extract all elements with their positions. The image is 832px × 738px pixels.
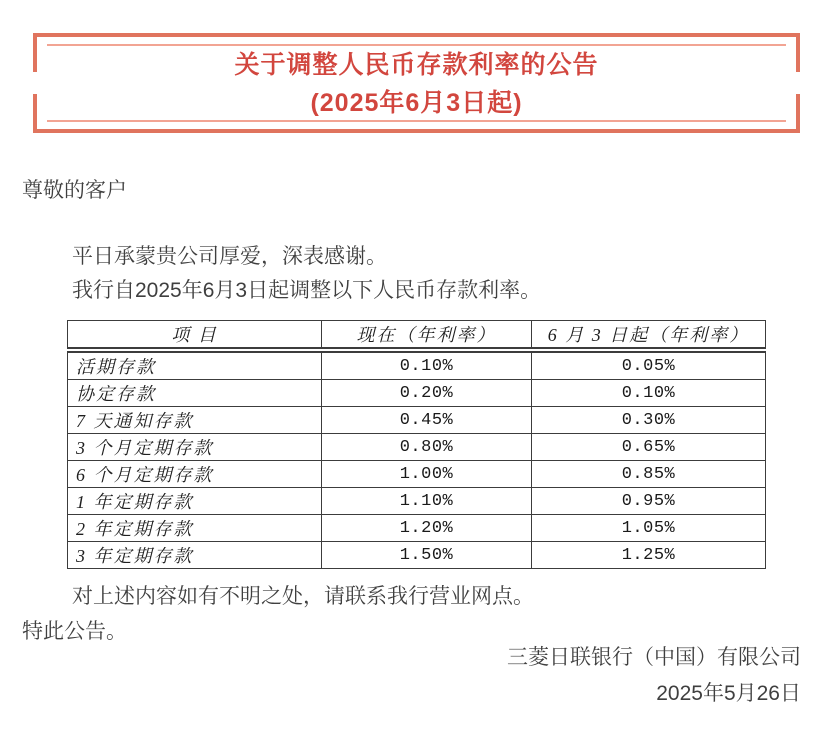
rate-table-row [68, 542, 766, 569]
rate-value-cell: 0.30% [532, 407, 766, 434]
rate-table-row [68, 461, 766, 488]
greeting-text: 尊敬的客户 [22, 179, 127, 202]
rate-value-cell: 1.00% [322, 461, 532, 488]
announcement-title: 关于调整人民币存款利率的公告 [234, 51, 599, 79]
rate-value-cell: 0.45% [322, 407, 532, 434]
rate-value-cell: 0.10% [532, 380, 766, 407]
announcement-effective-date: (2025年6月3日起) [310, 89, 523, 117]
title-box-inner-line-bottom [47, 120, 786, 122]
rate-table-row [68, 434, 766, 461]
title-box-border-notch-right [796, 72, 802, 94]
rate-table-row [68, 380, 766, 407]
rate-value-cell: 1.25% [532, 542, 766, 569]
rate-table-row [68, 350, 766, 380]
signature-company: 三菱日联银行（中国）有限公司 [507, 646, 801, 669]
rate-table-body [68, 350, 766, 569]
rate-value-cell: 1.05% [532, 515, 766, 542]
closing-text: 特此公告。 [22, 620, 127, 643]
rate-value-cell: 0.20% [322, 380, 532, 407]
deposit-item-cell: 协定存款 [68, 380, 322, 407]
deposit-item-cell: 3 年定期存款 [68, 542, 322, 569]
rate-value-cell: 0.10% [322, 350, 532, 380]
deposit-item-cell: 1 年定期存款 [68, 488, 322, 515]
title-box-border-notch-left [31, 72, 37, 94]
rate-table [67, 320, 766, 569]
column-header-current-rate: 现在（年利率） [322, 321, 532, 351]
rate-value-cell: 1.10% [322, 488, 532, 515]
rate-table-header-row [68, 321, 766, 351]
rate-value-cell: 1.20% [322, 515, 532, 542]
rate-value-cell: 0.05% [532, 350, 766, 380]
deposit-item-cell: 活期存款 [68, 350, 322, 380]
column-header-item: 项 目 [68, 321, 322, 351]
rate-table-row [68, 488, 766, 515]
rate-value-cell: 1.50% [322, 542, 532, 569]
title-box [33, 33, 800, 133]
body-paragraph-adjustment: 我行自2025年6月3日起调整以下人民币存款利率。 [72, 279, 542, 302]
title-box-inner-line-top [47, 44, 786, 46]
rate-value-cell: 0.65% [532, 434, 766, 461]
rate-value-cell: 0.95% [532, 488, 766, 515]
closing-note-text: 对上述内容如有不明之处，请联系我行营业网点。 [72, 585, 534, 608]
rate-value-cell: 0.80% [322, 434, 532, 461]
signature-date: 2025年5月26日 [656, 682, 801, 705]
deposit-item-cell: 2 年定期存款 [68, 515, 322, 542]
rate-table-row [68, 515, 766, 542]
rate-table-row [68, 407, 766, 434]
deposit-item-cell: 6 个月定期存款 [68, 461, 322, 488]
deposit-item-cell: 7 天通知存款 [68, 407, 322, 434]
column-header-new-rate: 6 月 3 日起（年利率） [532, 321, 766, 351]
body-paragraph-thanks: 平日承蒙贵公司厚爱，深表感谢。 [72, 245, 387, 268]
rate-value-cell: 0.85% [532, 461, 766, 488]
deposit-item-cell: 3 个月定期存款 [68, 434, 322, 461]
